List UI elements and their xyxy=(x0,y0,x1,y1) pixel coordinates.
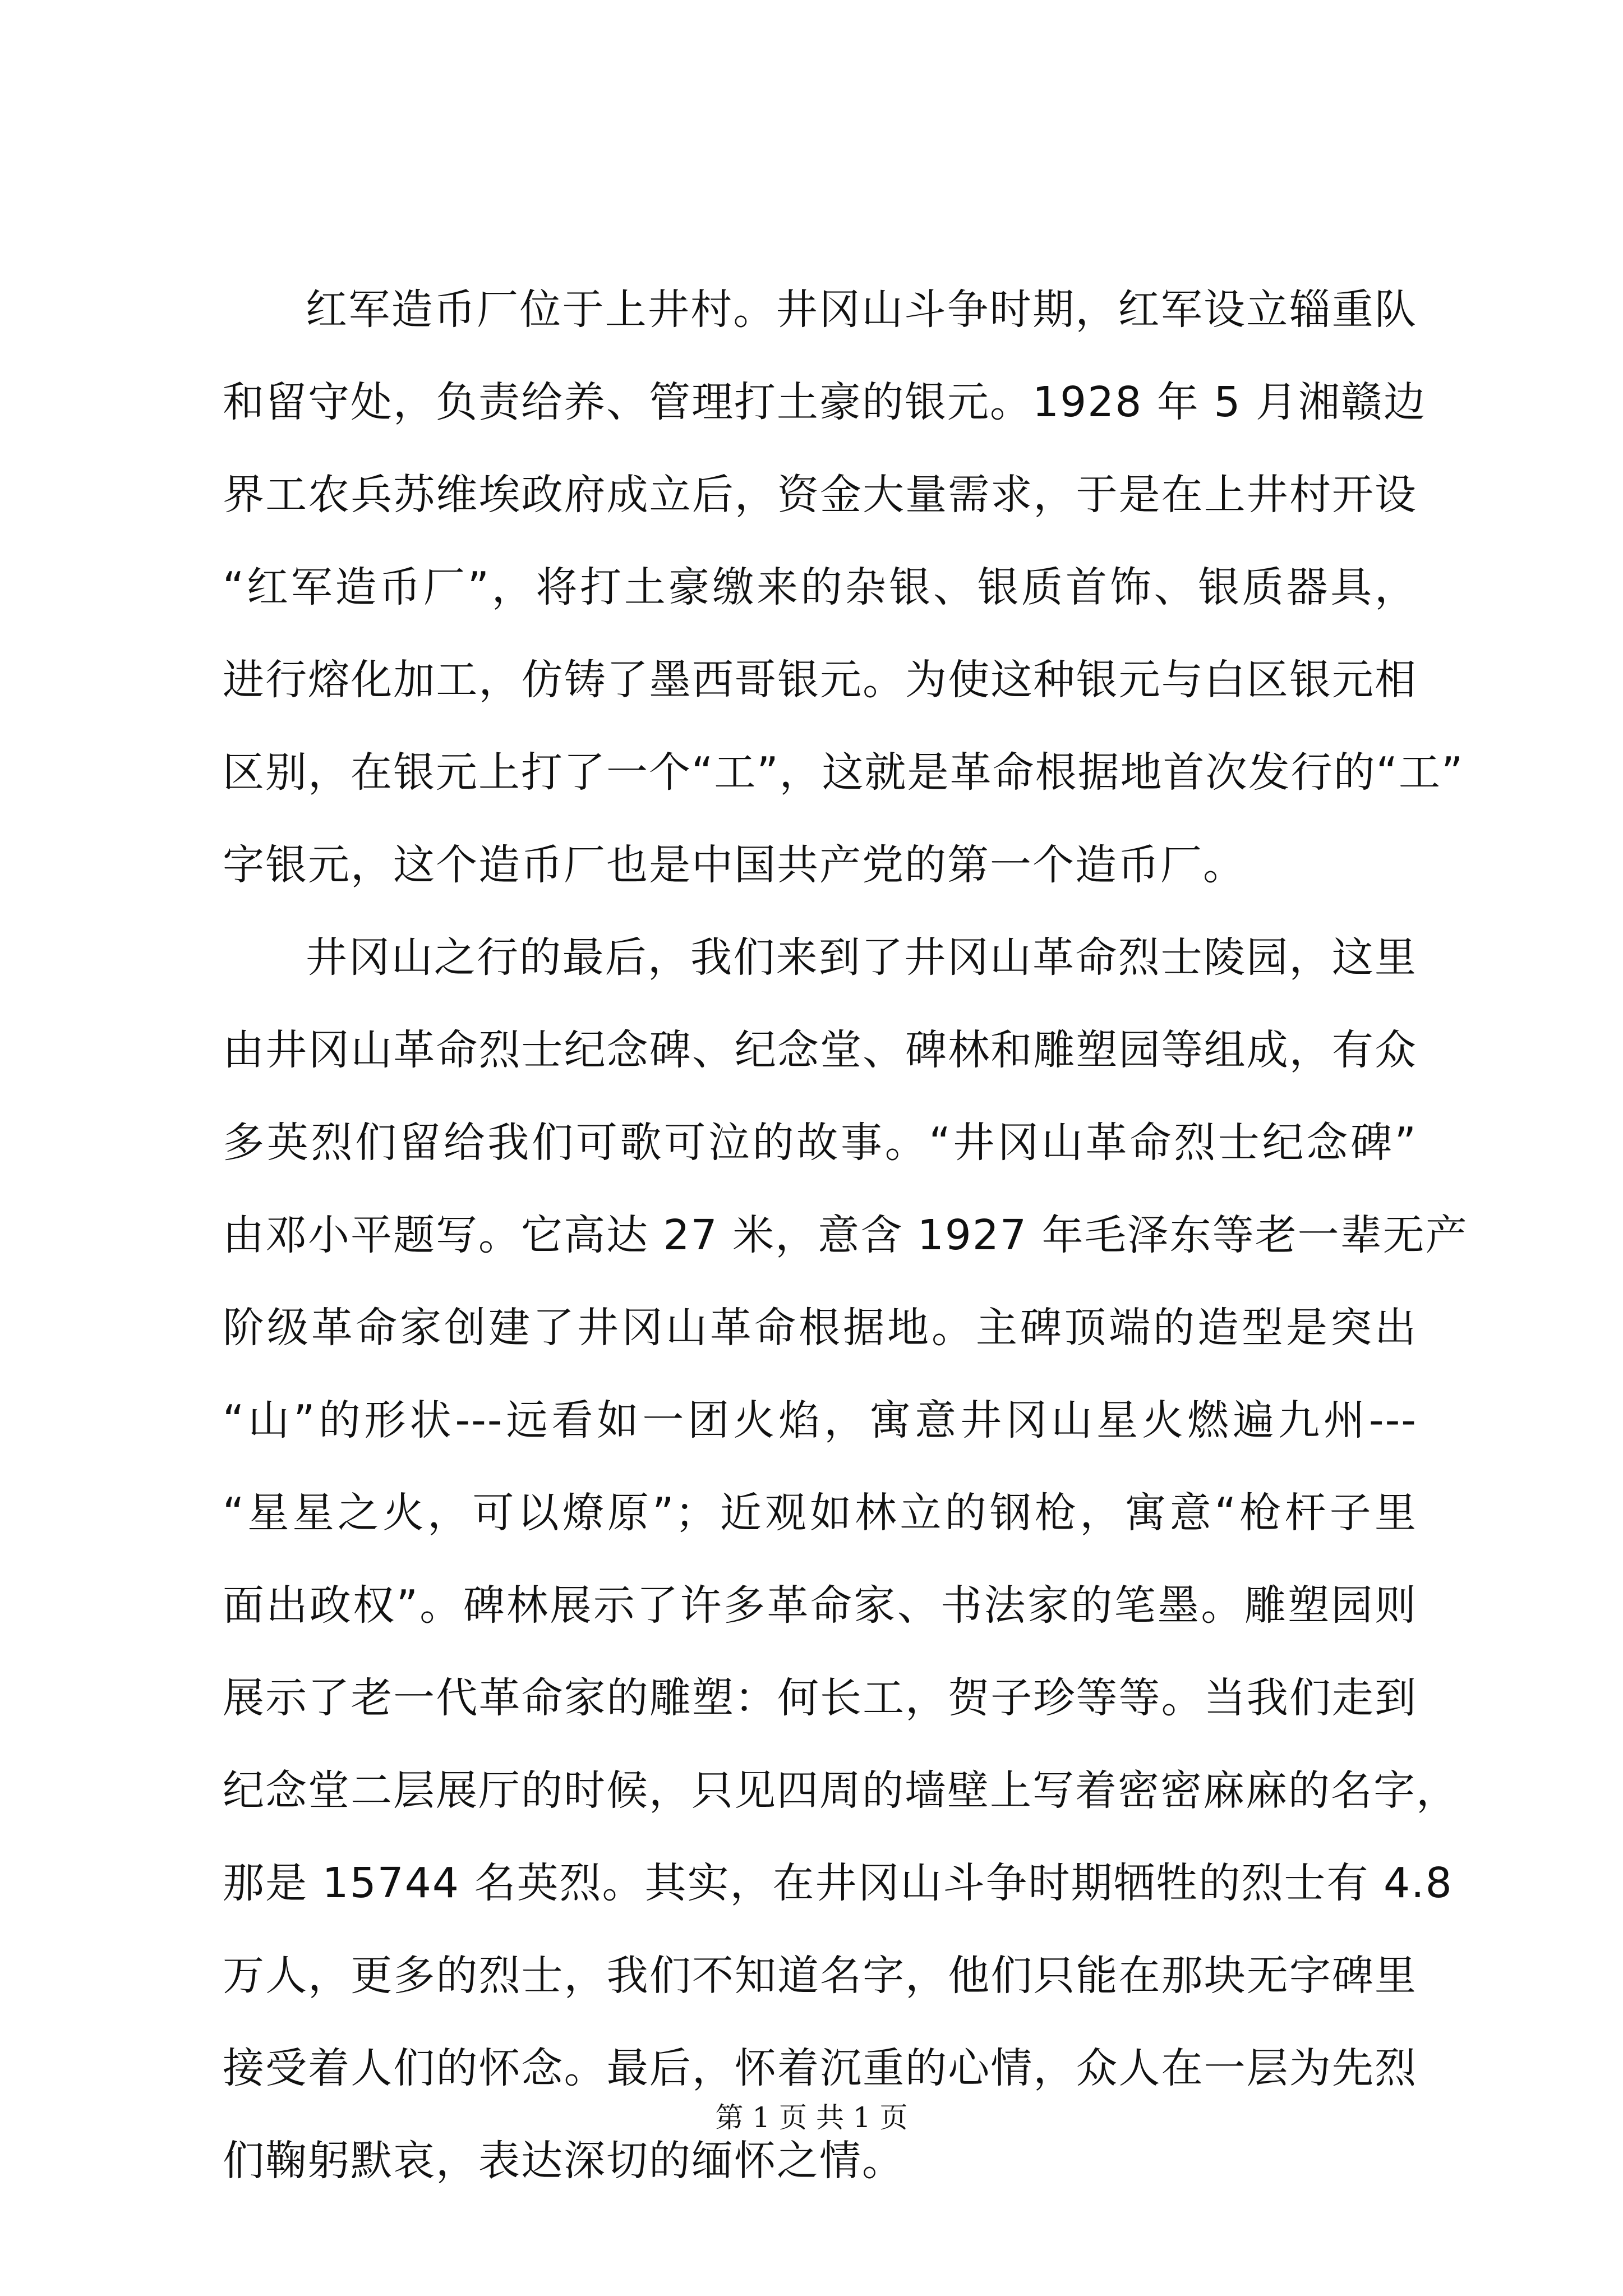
paragraph-1-line-7: 字银元，这个造币厂也是中国共产党的第一个造币厂。 xyxy=(223,841,1246,889)
paragraph-2-line-1: 井冈山之行的最后，我们来到了井冈山革命烈士陵园，这里 xyxy=(306,933,1417,982)
paragraph-1-line-6: 区别，在银元上打了一个“工”，这就是革命根据地首次发行的“工” xyxy=(223,748,1464,797)
paragraph-2-line-14: 们鞠躬默哀，表达深切的缅怀之情。 xyxy=(223,2137,905,2185)
page-footer: 第 1 页 共 1 页 xyxy=(715,2101,908,2134)
paragraph-2-line-12: 万人，更多的烈士，我们不知道名字，他们只能在那块无字碑里 xyxy=(223,1952,1417,2000)
paragraph-1-line-3: 界工农兵苏维埃政府成立后，资金大量需求，于是在上井村开设 xyxy=(223,471,1417,519)
paragraph-2-line-6: “山”的形状---远看如一团火焰，寓意井冈山星火燃遍九州--- xyxy=(223,1396,1417,1444)
paragraph-1-line-1: 红军造币厂位于上井村。井冈山斗争时期，红军设立辎重队 xyxy=(306,286,1417,334)
paragraph-2-line-7: “星星之火，可以燎原”；近观如林立的钢枪，寓意“枪杆子里 xyxy=(223,1489,1417,1537)
paragraph-2-line-13: 接受着人们的怀念。最后，怀着沉重的心情，众人在一层为先烈 xyxy=(223,2044,1417,2092)
paragraph-2-line-3: 多英烈们留给我们可歌可泣的故事。“井冈山革命烈士纪念碑” xyxy=(223,1119,1417,1167)
paragraph-1-line-4: “红军造币厂”，将打土豪缴来的杂银、银质首饰、银质器具， xyxy=(223,563,1417,611)
paragraph-1-line-5: 进行熔化加工，仿铸了墨西哥银元。为使这种银元与白区银元相 xyxy=(223,656,1417,704)
document-body xyxy=(223,264,1468,2207)
paragraph-2-line-4: 由邓小平题写。它高达 27 米，意含 1927 年毛泽东等老一辈无产 xyxy=(223,1211,1468,1259)
paragraph-2-line-5: 阶级革命家创建了井冈山革命根据地。主碑顶端的造型是突出 xyxy=(223,1304,1417,1352)
paragraph-2-line-8: 面出政权”。碑林展示了许多革命家、书法家的笔墨。雕塑园则 xyxy=(223,1581,1417,1630)
paragraph-2-line-10: 纪念堂二层展厅的时候，只见四周的墙壁上写着密密麻麻的名字， xyxy=(223,1766,1459,1815)
paragraph-1-line-2: 和留守处，负责给养、管理打土豪的银元。1928 年 5 月湘赣边 xyxy=(223,378,1426,426)
paragraph-2-line-2: 由井冈山革命烈士纪念碑、纪念堂、碑林和雕塑园等组成，有众 xyxy=(223,1026,1417,1074)
paragraph-2-line-9: 展示了老一代革命家的雕塑：何长工，贺子珍等等。当我们走到 xyxy=(223,1674,1417,1722)
paragraph-2-line-11: 那是 15744 名英烈。其实，在井冈山斗争时期牺牲的烈士有 4.8 xyxy=(223,1859,1453,1907)
